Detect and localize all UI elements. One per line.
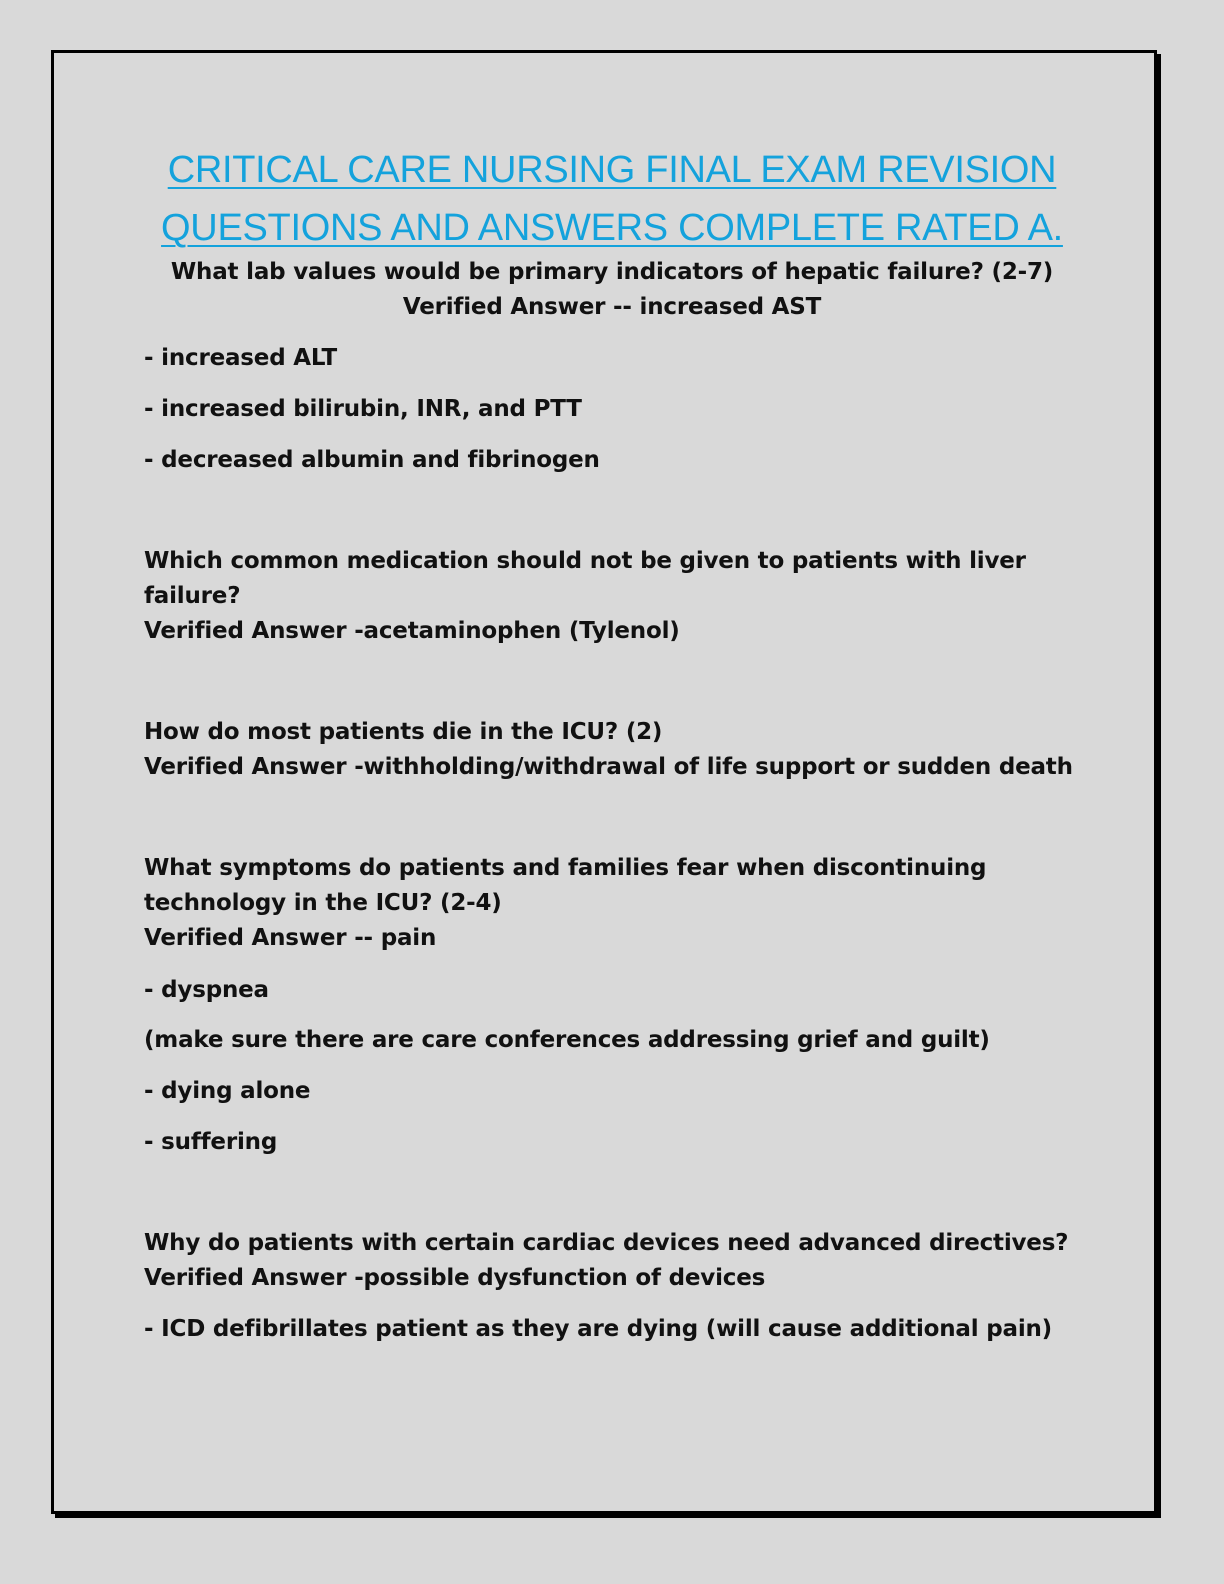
answer-item: - decreased albumin and fibrinogen xyxy=(144,447,600,473)
answer-text: Verified Answer -- increased AST xyxy=(402,294,822,320)
answer-text: Verified Answer -acetaminophen (Tylenol) xyxy=(144,618,680,644)
answer-item: - increased ALT xyxy=(144,345,338,371)
document-title-line-2: QUESTIONS AND ANSWERS COMPLETE RATED A. xyxy=(161,207,1063,249)
document-title-line-1: CRITICAL CARE NURSING FINAL EXAM REVISION xyxy=(167,149,1057,191)
answer-item: - ICD defibrillates patient as they are dying (will cause additional pain) xyxy=(144,1316,1052,1342)
answer-item: - suffering xyxy=(144,1129,278,1155)
question-text: Which common medication should not be given to patients with liver xyxy=(144,548,1026,574)
answer-item: - dyspnea xyxy=(144,977,269,1003)
question-text: What lab values would be primary indicators of hepatic failure? (2-7) xyxy=(170,259,1054,285)
question-text: Why do patients with certain cardiac devices need advanced directives? xyxy=(144,1230,1069,1256)
question-text: How do most patients die in the ICU? (2) xyxy=(144,719,663,745)
answer-text: Verified Answer -possible dysfunction of devices xyxy=(144,1265,766,1291)
answer-item: - dying alone xyxy=(144,1078,311,1104)
answer-item: - increased bilirubin, INR, and PTT xyxy=(144,396,582,422)
answer-text: Verified Answer -- pain xyxy=(144,925,437,951)
question-text: What symptoms do patients and families fear when discontinuing xyxy=(144,855,987,881)
answer-item: (make sure there are care conferences addressing grief and guilt) xyxy=(144,1027,990,1053)
question-text-continued: technology in the ICU? (2-4) xyxy=(144,890,502,916)
answer-text: Verified Answer -withholding/withdrawal of life support or sudden death xyxy=(144,754,1073,780)
question-text-continued: failure? xyxy=(144,583,241,609)
